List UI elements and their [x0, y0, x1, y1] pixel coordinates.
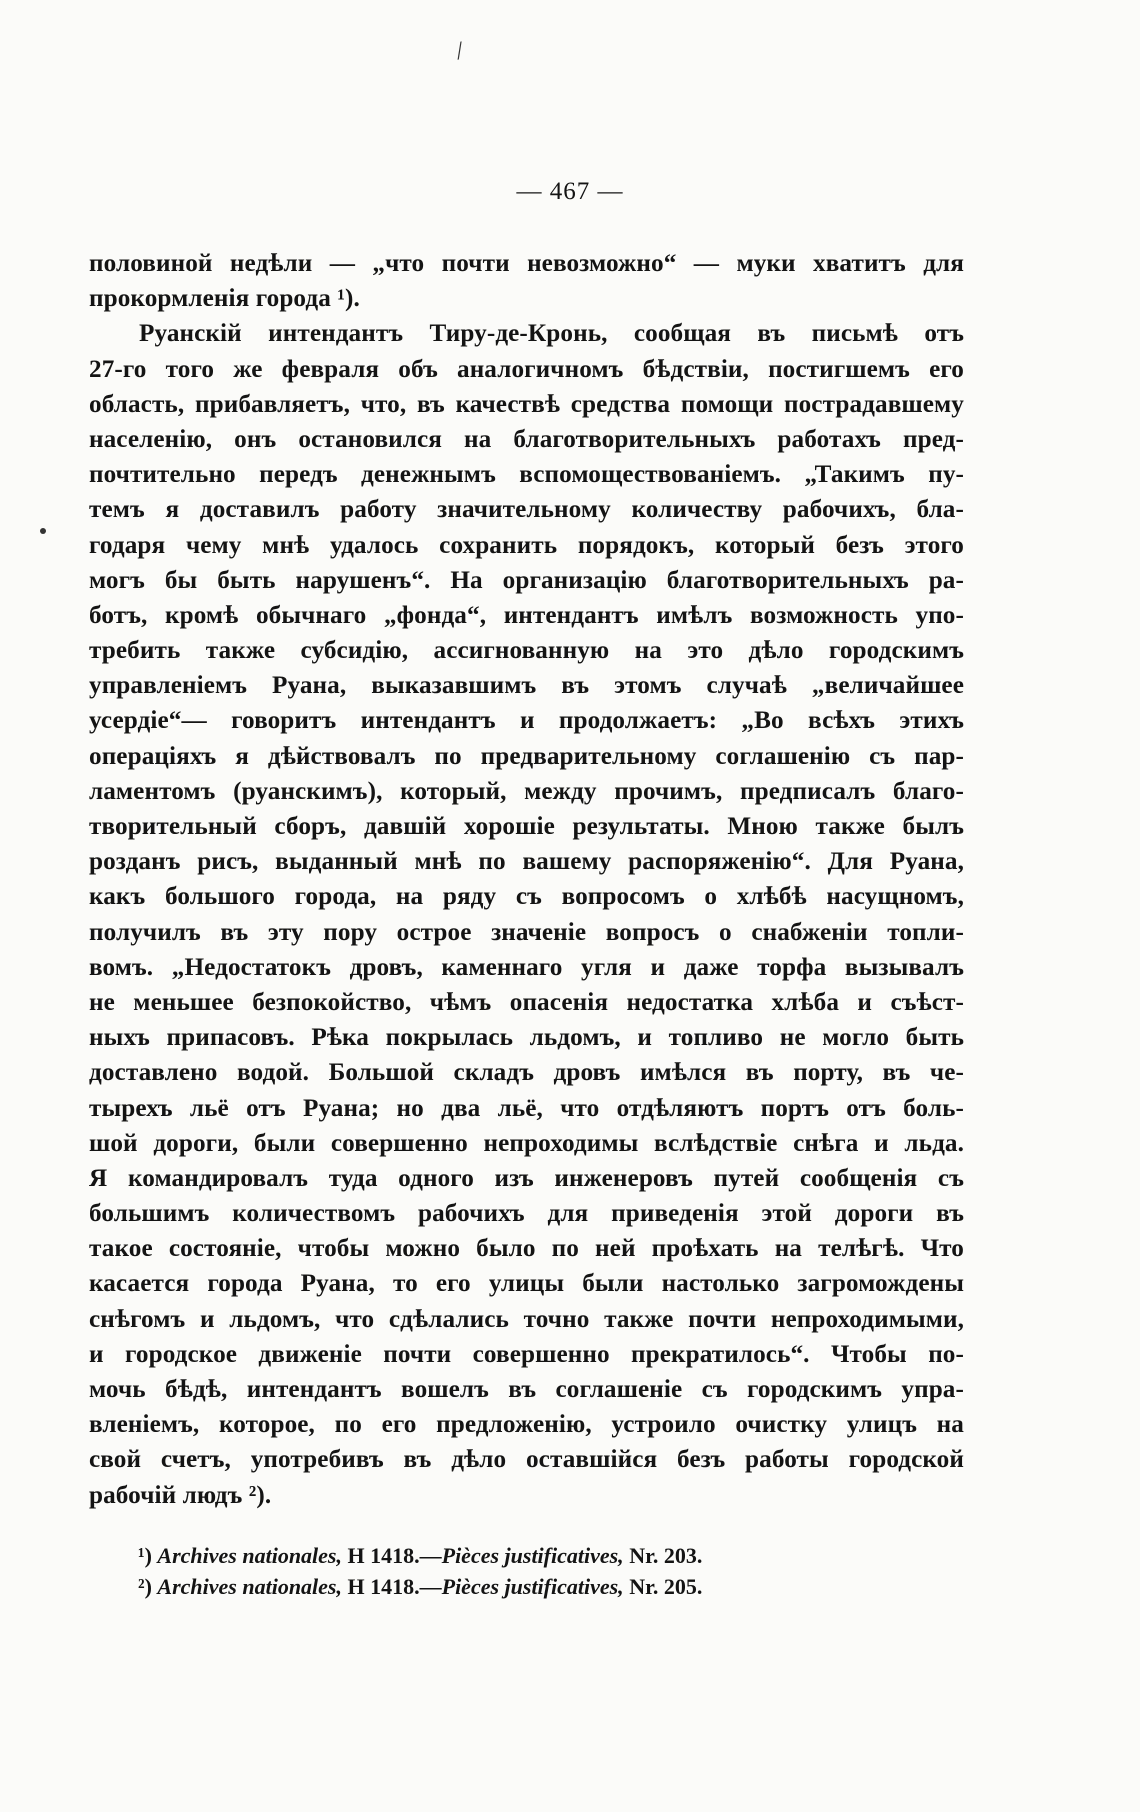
- text-line: могъ бы быть нарушенъ“. На организацію благотворительныхъ ра-: [89, 566, 964, 594]
- text-line: вомъ. „Недостатокъ дровъ, каменнаго угля и даже торфа вызывалъ: [89, 953, 964, 981]
- text-line: и городское движеніе почти совершенно прекратилось“. Чтобы по-: [89, 1340, 964, 1368]
- footnote-source: Archives nationales,: [157, 1574, 342, 1599]
- footnote-ref: H 1418.—: [347, 1543, 442, 1568]
- footnote: [138, 1571, 838, 1602]
- footnote: [138, 1540, 838, 1571]
- footnote-marker: ¹): [138, 1543, 152, 1568]
- text-line: прокормленія города ¹).: [89, 285, 360, 313]
- footnote-source: Archives nationales,: [157, 1543, 342, 1568]
- text-line: ныхъ припасовъ. Рѣка покрылась льдомъ, и топливо не могло быть: [89, 1024, 964, 1052]
- text-line: какъ большого города, на ряду съ вопросомъ о хлѣбѣ насущномъ,: [89, 883, 964, 911]
- text-line: вленіемъ, которое, по его предложенію, устроило очистку улицъ на: [89, 1411, 964, 1439]
- stray-mark: /: [453, 35, 466, 66]
- text-line: требить также субсидію, ассигнованную на это дѣло городскимъ: [89, 637, 964, 665]
- text-line: большимъ количествомъ рабочихъ для приведенія этой дороги въ: [89, 1200, 964, 1228]
- footnote-title: Pièces justificatives,: [441, 1543, 624, 1568]
- text-line: операціяхъ я дѣйствовалъ по предварительному соглашенію съ пар-: [89, 742, 964, 770]
- footnotes: [138, 1540, 838, 1602]
- body-text: [89, 246, 964, 1513]
- text-line: Я командировалъ туда одного изъ инженеровъ путей сообщенія съ: [89, 1164, 964, 1192]
- text-line: управленіемъ Руана, выказавшимъ въ этомъ случаѣ „величайшее: [89, 672, 964, 700]
- text-line: шой дороги, были совершенно непроходимы вслѣдствіе снѣга и льда.: [89, 1129, 964, 1157]
- text-line: доставлено водой. Большой складъ дровъ имѣлся въ порту, въ че-: [89, 1059, 964, 1087]
- text-line: тырехъ льё отъ Руана; но два льё, что отдѣляютъ портъ отъ боль-: [89, 1094, 964, 1122]
- text-line: ботъ, кромѣ обычнаго „фонда“, интендантъ имѣлъ возможность упо-: [89, 601, 964, 629]
- text-line: населенію, онъ остановился на благотворительныхъ работахъ пред-: [89, 425, 964, 453]
- footnote-marker: ²): [138, 1574, 152, 1599]
- footnote-number: Nr. 203.: [629, 1543, 703, 1568]
- text-line: не меньшее безпокойство, чѣмъ опасенія недостатка хлѣба и съѣст-: [89, 988, 964, 1016]
- footnote-title: Pièces justificatives,: [441, 1574, 624, 1599]
- text-line: розданъ рисъ, выданный мнѣ по вашему распоряженію“. Для Руана,: [89, 848, 964, 876]
- text-line: усердіе“— говоритъ интендантъ и продолжаетъ: „Во всѣхъ этихъ: [89, 707, 964, 735]
- text-line: получилъ въ эту пору острое значеніе вопросъ о снабженіи топли-: [89, 918, 964, 946]
- text-line: ламентомъ (руанскимъ), который, между прочимъ, предписалъ благо-: [89, 777, 964, 805]
- text-line: свой счетъ, употребивъ въ дѣло оставшійся безъ работы городской: [89, 1446, 964, 1474]
- text-line: темъ я доставилъ работу значительному количеству рабочихъ, бла-: [89, 496, 964, 524]
- text-line: мочь бѣдѣ, интендантъ вошелъ въ соглашеніе съ городскимъ упра-: [89, 1376, 964, 1403]
- text-line: снѣгомъ и льдомъ, что сдѣлались точно также почти непроходимыми,: [89, 1305, 964, 1333]
- page-number: — 467 —: [516, 178, 624, 205]
- text-line: творительный сборъ, давшій хорошіе результаты. Мною также былъ: [89, 813, 964, 840]
- margin-dot: [40, 528, 46, 534]
- text-line: такое состояніе, чтобы можно было по ней проѣхать на телѣгѣ. Что: [89, 1235, 964, 1263]
- text-line: 27-го того же февраля объ аналогичномъ бѣдствіи, постигшемъ его: [89, 355, 964, 383]
- text-line: почтительно передъ денежнымъ вспомоществованіемъ. „Такимъ пу-: [89, 461, 964, 489]
- text-line: область, прибавляетъ, что, въ качествѣ средства помощи пострадавшему: [89, 390, 964, 418]
- text-line: рабочій людъ ²).: [89, 1481, 272, 1509]
- text-line: половиной недѣли — „что почти невозможно“ — муки хватитъ для: [89, 250, 964, 277]
- footnote-number: Nr. 205.: [629, 1574, 703, 1599]
- text-line: Руанскій интендантъ Тиру-де-Кронь, сообщая въ письмѣ отъ: [139, 320, 964, 348]
- footnote-ref: H 1418.—: [347, 1574, 442, 1599]
- text-line: касается города Руана, то его улицы были настолько загромождены: [89, 1270, 964, 1298]
- text-line: годаря чему мнѣ удалось сохранить порядокъ, который безъ этого: [89, 531, 964, 559]
